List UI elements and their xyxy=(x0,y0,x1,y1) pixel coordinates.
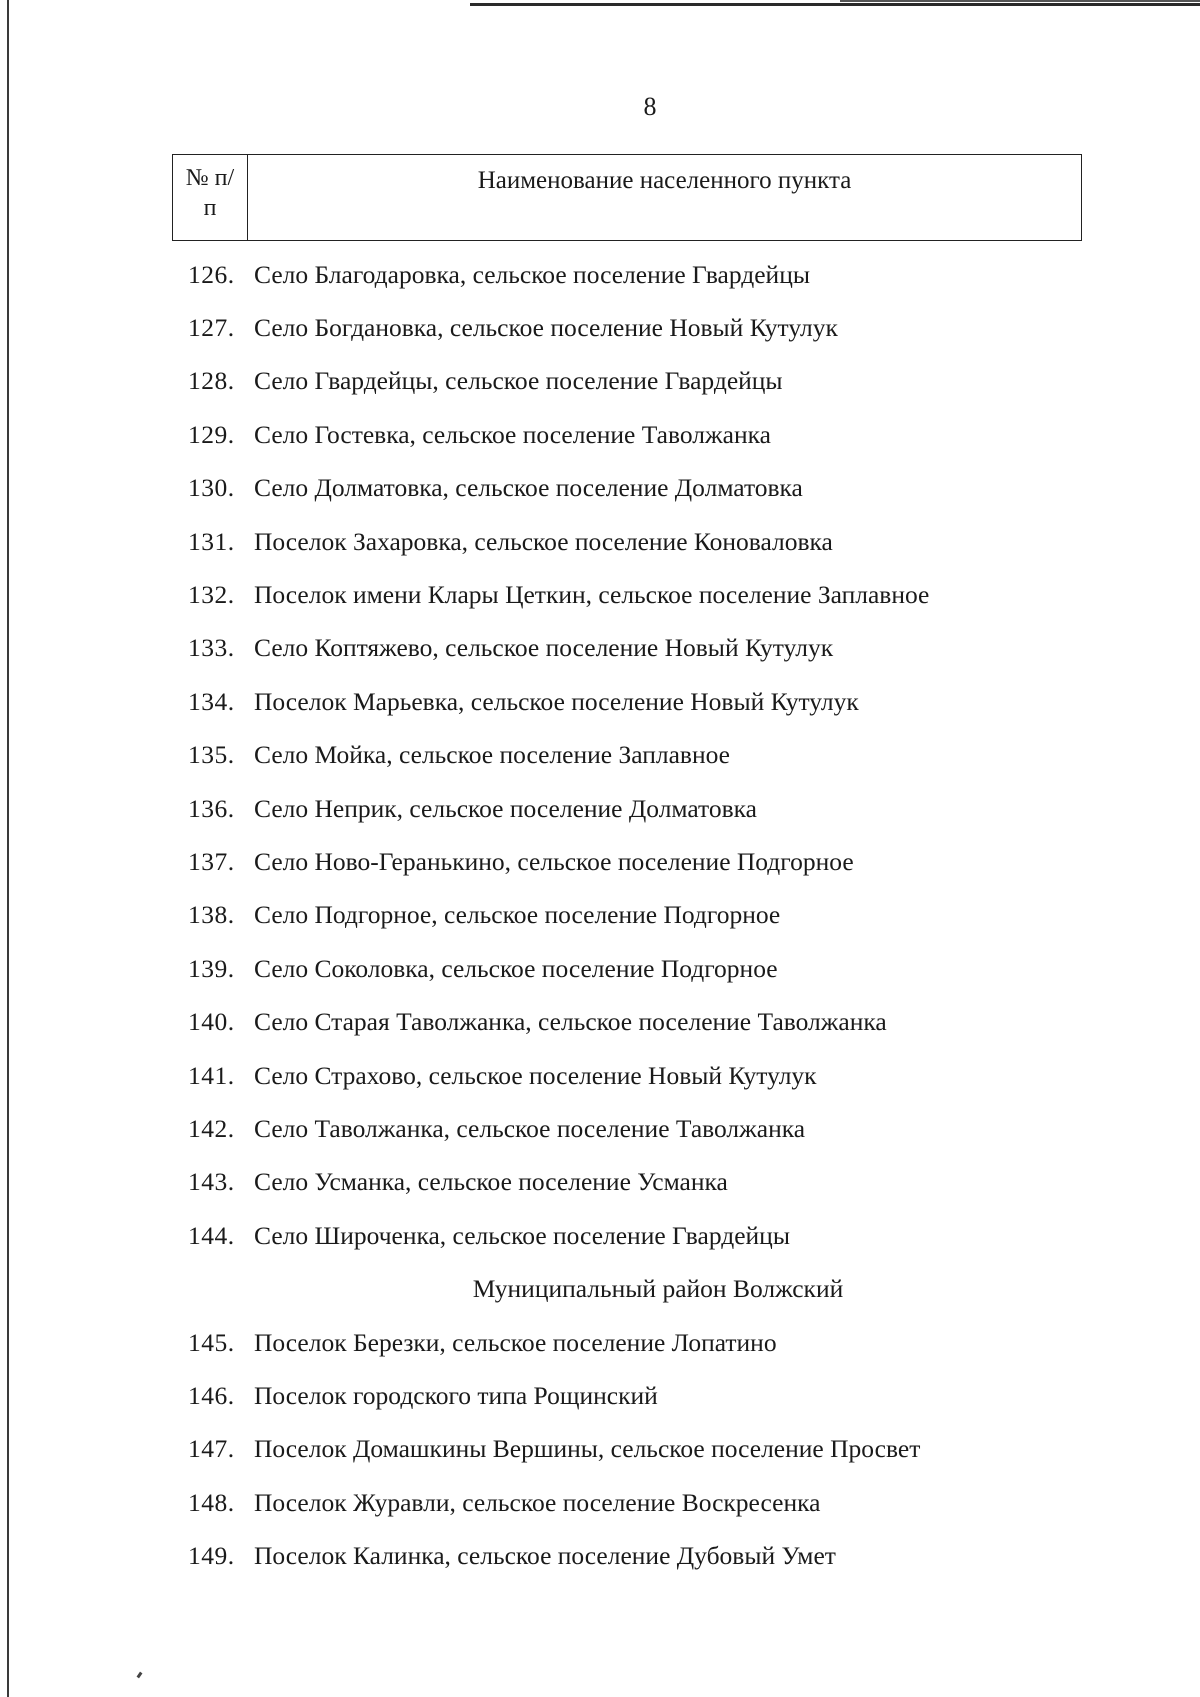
row-number: 140. xyxy=(188,1007,235,1037)
list-item xyxy=(188,408,1068,461)
row-number: 147. xyxy=(188,1434,235,1464)
list-item xyxy=(188,942,1068,995)
settlement-name: Село Благодаровка, сельское поселение Гвардейцы xyxy=(254,259,810,289)
scan-left-edge xyxy=(7,0,9,1697)
list-item xyxy=(188,462,1068,515)
list-item xyxy=(188,1529,1068,1582)
list-item xyxy=(188,622,1068,675)
row-number: 143. xyxy=(188,1167,235,1197)
scan-top-edge xyxy=(470,3,1200,6)
settlement-name: Село Страхово, сельское поселение Новый Кутулук xyxy=(254,1060,817,1090)
row-number: 144. xyxy=(188,1220,235,1250)
list-item xyxy=(188,729,1068,782)
row-number: 139. xyxy=(188,953,235,983)
settlement-name: Поселок Марьевка, сельское поселение Новый Кутулук xyxy=(254,686,859,716)
settlement-name: Село Ново-Геранькино, сельское поселение Подгорное xyxy=(254,846,854,876)
row-number: 148. xyxy=(188,1487,235,1517)
list-item xyxy=(188,568,1068,621)
settlement-name: Село Подгорное, сельское поселение Подгорное xyxy=(254,900,781,930)
scan-top-edge-secondary xyxy=(840,0,1200,2)
name-column-header: Наименование населенного пункта xyxy=(477,167,852,194)
list-item xyxy=(188,889,1068,942)
settlement-name: Село Долматовка, сельское поселение Долматовка xyxy=(254,473,803,503)
row-number: 132. xyxy=(188,580,235,610)
row-number: 141. xyxy=(188,1060,235,1090)
settlement-name: Поселок Домашкины Вершины, сельское поселение Просвет xyxy=(254,1434,921,1464)
settlement-name: Село Старая Таволжанка, сельское поселение Таволжанка xyxy=(254,1007,887,1037)
scan-speck xyxy=(137,1672,143,1679)
row-number: 133. xyxy=(188,633,235,663)
settlement-name: Село Широченка, сельское поселение Гвардейцы xyxy=(254,1220,790,1250)
list-item xyxy=(188,1049,1068,1102)
settlement-name: Поселок Калинка, сельское поселение Дубовый Умет xyxy=(254,1541,836,1571)
row-number: 138. xyxy=(188,900,235,930)
list-item xyxy=(188,835,1068,888)
list-item xyxy=(188,1156,1068,1209)
settlement-list xyxy=(188,248,1068,1583)
section-heading: Муниципальный район Волжский xyxy=(472,1274,844,1304)
list-item xyxy=(188,675,1068,728)
row-number: 130. xyxy=(188,473,235,503)
list-item xyxy=(188,782,1068,835)
row-number: 146. xyxy=(188,1380,235,1410)
page-number: 8 xyxy=(643,92,657,121)
settlement-name: Поселок Захаровка, сельское поселение Коноваловка xyxy=(254,526,833,556)
list-item xyxy=(188,1423,1068,1476)
number-column-label: № п/п xyxy=(185,165,235,221)
row-number: 131. xyxy=(188,526,235,556)
settlement-name: Поселок городского типа Рощинский xyxy=(254,1380,658,1410)
list-item xyxy=(188,1102,1068,1155)
settlement-name: Поселок имени Клары Цеткин, сельское поселение Заплавное xyxy=(254,580,930,610)
list-item xyxy=(188,248,1068,301)
settlement-name: Село Мойка, сельское поселение Заплавное xyxy=(254,740,730,770)
row-number: 126. xyxy=(188,259,235,289)
row-number: 137. xyxy=(188,846,235,876)
list-item xyxy=(188,301,1068,354)
row-number: 145. xyxy=(188,1327,235,1357)
settlement-name: Село Таволжанка, сельское поселение Таволжанка xyxy=(254,1113,806,1143)
list-item xyxy=(188,1369,1068,1422)
row-number: 149. xyxy=(188,1541,235,1571)
settlement-name: Село Богдановка, сельское поселение Новый Кутулук xyxy=(254,313,838,343)
settlement-name: Село Гвардейцы, сельское поселение Гвардейцы xyxy=(254,366,783,396)
row-number: 128. xyxy=(188,366,235,396)
list-item xyxy=(188,995,1068,1048)
row-number: 127. xyxy=(188,313,235,343)
settlement-name: Поселок Журавли, сельское поселение Воскресенка xyxy=(254,1487,821,1517)
list-item xyxy=(188,1316,1068,1369)
row-number: 134. xyxy=(188,686,235,716)
list-item xyxy=(188,515,1068,568)
settlement-name: Село Коптяжево, сельское поселение Новый Кутулук xyxy=(254,633,834,663)
list-item xyxy=(188,1476,1068,1529)
list-item xyxy=(188,355,1068,408)
settlement-name: Село Гостевка, сельское поселение Таволжанка xyxy=(254,419,771,449)
number-column-header xyxy=(173,155,248,240)
row-number: 129. xyxy=(188,419,235,449)
settlement-name: Поселок Березки, сельское поселение Лопатино xyxy=(254,1327,777,1357)
settlement-name: Село Усманка, сельское поселение Усманка xyxy=(254,1167,728,1197)
list-item xyxy=(188,1209,1068,1262)
row-number: 135. xyxy=(188,740,235,770)
row-number: 136. xyxy=(188,793,235,823)
table-header xyxy=(172,154,1082,241)
settlement-name: Село Неприк, сельское поселение Долматовка xyxy=(254,793,757,823)
row-number: 142. xyxy=(188,1113,235,1143)
settlement-name: Село Соколовка, сельское поселение Подгорное xyxy=(254,953,778,983)
